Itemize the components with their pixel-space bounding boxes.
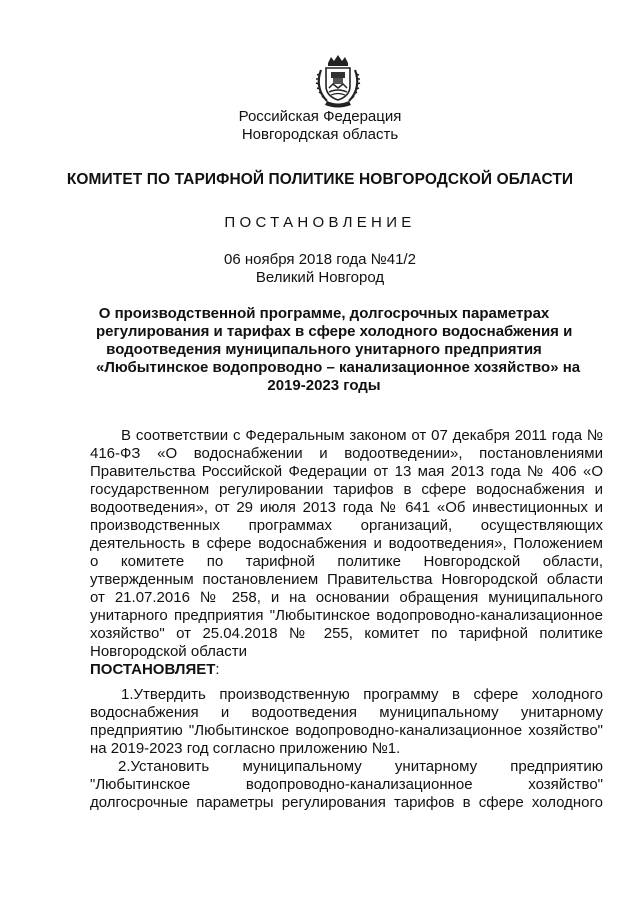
item-2-line: "Любытинское водопроводно-канализационное хозяйство"	[90, 776, 603, 793]
item-1-line: предприятию "Любытинское водопроводно-канализационное хозяйство"	[90, 722, 603, 739]
preamble-line: деятельность в сфере водоснабжения и водоотведения», Положением	[90, 535, 603, 552]
subject-line: водоотведения муниципального унитарного предприятия	[106, 341, 542, 358]
preamble-line: о комитете по тарифной политике Новгородской области,	[90, 553, 603, 570]
preamble-line: от 21.07.2016 № 258, и на основании обращения муниципального	[90, 589, 603, 606]
region-name: Новгородская область	[241, 126, 399, 143]
subject-line: «Любытинское водопроводно – канализационное хозяйство» на	[96, 359, 581, 376]
resolves-line	[90, 661, 603, 679]
preamble-line: утвержденным постановлением Правительства Новгородской области	[90, 571, 603, 588]
preamble-line: унитарного предприятия "Любытинское водопроводно-канализационное	[90, 607, 603, 624]
preamble-line: Новгородской области	[90, 643, 247, 660]
item-1-line: на 2019-2023 год согласно приложению №1.	[90, 740, 401, 757]
preamble-line: 416-ФЗ «О водоснабжении и водоотведении», постановлениями	[90, 445, 603, 462]
document-subject	[96, 305, 581, 395]
document-date-number: 06 ноября 2018 года №41/2	[224, 251, 416, 268]
item-1-line: 1.Утвердить производственную программу в сфере холодного	[121, 686, 603, 703]
preamble-line: производственных программах организаций, осуществляющих	[90, 517, 603, 534]
coat-of-arms-emblem	[315, 54, 361, 108]
document-city: Великий Новгород	[255, 269, 385, 286]
subject-line: 2019-2023 годы	[267, 377, 381, 394]
preamble-line: Правительства Российской Федерации от 13 мая 2013 года № 406 «О	[90, 463, 603, 480]
item-2-line: 2.Установить муниципальному унитарному предприятию	[118, 758, 603, 775]
item-1-paragraph	[90, 686, 603, 758]
preamble-line: В соответствии с Федеральным законом от 07 декабря 2011 года №	[121, 427, 603, 444]
country-name: Российская Федерация	[238, 108, 402, 125]
preamble-line: государственном регулировании тарифов в сфере водоснабжения и	[90, 481, 603, 498]
resolves-word: ПОСТАНОВЛЯЕТ	[90, 661, 216, 678]
subject-line: регулирования и тарифах в сфере холодного водоснабжения и	[96, 323, 573, 340]
resolves-colon: :	[215, 661, 220, 678]
preamble-line: водоотведения», от 29 июля 2013 года № 641 «Об инвестиционных и	[90, 499, 603, 516]
preamble-paragraph	[90, 427, 603, 679]
document-type-title: ПОСТАНОВЛЕНИЕ	[224, 214, 416, 231]
subject-line: О производственной программе, долгосрочных параметрах	[98, 305, 550, 322]
preamble-line: хозяйство" от 25.04.2018 № 255, комитет по тарифной политике	[90, 625, 603, 642]
item-1-line: водоснабжения и водоотведения муниципальному унитарному	[90, 704, 603, 721]
item-2-paragraph	[90, 758, 603, 812]
item-2-line: долгосрочные параметры регулирования тарифов в сфере холодного	[90, 794, 603, 811]
committee-name: КОМИТЕТ ПО ТАРИФНОЙ ПОЛИТИКЕ НОВГОРОДСКОЙ ОБЛАСТИ	[66, 171, 574, 188]
